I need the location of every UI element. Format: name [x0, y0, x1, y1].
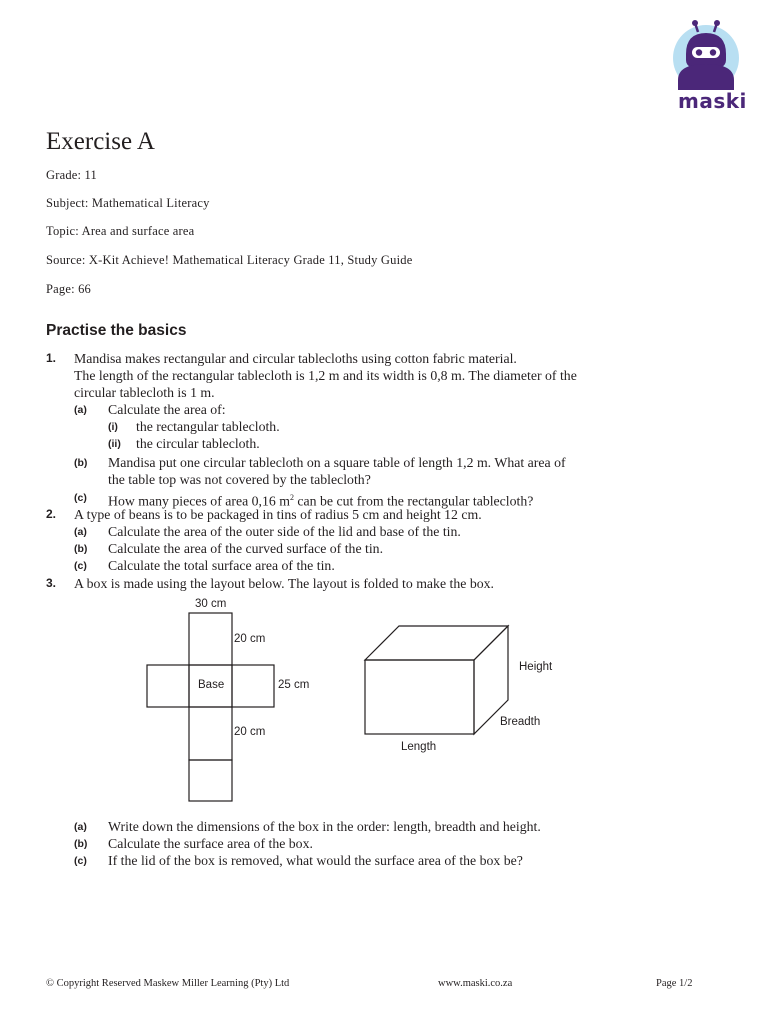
net-label-upper: 20 cm: [234, 633, 266, 645]
q1c-text: How many pieces of area 0,16 $m^2$ can be cut from the rectangular tablecloth?: [108, 493, 534, 509]
net-label-lower: 20 cm: [234, 726, 266, 738]
net-left-face: [147, 665, 189, 707]
q1b-label: (b): [74, 457, 88, 469]
q1-number: 1.: [46, 351, 57, 365]
q1b-line-1: Mandisa put one circular tablecloth on a square table of length 1,2 m. What area of: [108, 455, 566, 470]
q3b-label: (b): [74, 838, 88, 850]
q3a-label: (a): [74, 821, 87, 833]
q3b-text: Calculate the surface area of the box.: [108, 836, 313, 851]
net-bottom-face: [189, 760, 232, 801]
q1aii-label: (ii): [108, 438, 121, 450]
q1a-text: Calculate the area of:: [108, 402, 226, 417]
q3-line-1: A box is made using the layout below. The layout is folded to make the box.: [74, 576, 494, 591]
net-top-face: [189, 613, 232, 665]
q1c-label: (c): [74, 492, 87, 504]
box-label-length: Length: [401, 741, 437, 753]
q2c-label: (c): [74, 560, 87, 572]
box-label-height: Height: [519, 661, 553, 673]
q3c-label: (c): [74, 855, 87, 867]
page-title: Exercise A: [46, 128, 155, 155]
q1aii-text: the circular tablecloth.: [136, 436, 260, 451]
box-front-face: [365, 660, 474, 734]
net-label-side: 25 cm: [278, 679, 310, 691]
subject-text: Subject: Mathematical Literacy: [46, 196, 210, 210]
grade-text: Grade: 11: [46, 168, 97, 182]
net-lower-face: [189, 707, 232, 760]
q1-line-1: Mandisa makes rectangular and circular tablecloths using cotton fabric material.: [74, 351, 517, 366]
footer-page-number: Page 1/2: [656, 978, 693, 989]
q2c-text: Calculate the total surface area of the tin.: [108, 558, 335, 573]
superscript-two: 2: [289, 493, 294, 502]
footer-copyright: © Copyright Reserved Maskew Miller Learning (Pty) Ltd: [46, 978, 290, 989]
box-top-face: [365, 626, 508, 660]
topic-text: Topic: Area and surface area: [46, 224, 195, 238]
net-label-top: 30 cm: [195, 598, 227, 610]
brand-name: maski: [678, 89, 747, 113]
source-text: Source: X-Kit Achieve! Mathematical Literacy Grade 11, Study Guide: [46, 253, 413, 267]
q1a-label: (a): [74, 404, 87, 416]
q2-line-1: A type of beans is to be packaged in tins of radius 5 cm and height 12 cm.: [74, 507, 482, 522]
footer-website[interactable]: www.maski.co.za: [438, 978, 513, 989]
q1-line-2: The length of the rectangular tablecloth is 1,2 m and its width is 0,8 m. The diameter of the: [74, 368, 577, 383]
q2-number: 2.: [46, 507, 57, 521]
box-3d-diagram: [365, 626, 508, 734]
q1b-line-2: the table top was not covered by the tablecloth?: [108, 472, 371, 487]
q1ai-text: the rectangular tablecloth.: [136, 419, 280, 434]
q3-number: 3.: [46, 576, 57, 590]
maski-logo: [668, 20, 748, 115]
q3a-text: Write down the dimensions of the box in the order: length, breadth and height.: [108, 819, 541, 834]
page-ref-text: Page: 66: [46, 282, 91, 296]
box-label-breadth: Breadth: [500, 716, 541, 728]
q1ai-label: (i): [108, 421, 118, 433]
q3c-text: If the lid of the box is removed, what would the surface area of the box be?: [108, 853, 523, 868]
box-diagrams: [0, 590, 768, 810]
net-label-base: Base: [198, 679, 225, 691]
q1-line-3: circular tablecloth is 1 m.: [74, 385, 215, 400]
q2a-label: (a): [74, 526, 87, 538]
q2a-text: Calculate the area of the outer side of the lid and base of the tin.: [108, 524, 461, 539]
q2b-text: Calculate the area of the curved surface of the tin.: [108, 541, 384, 556]
net-right-face: [232, 665, 274, 707]
maski-mascot-icon: [668, 20, 748, 90]
section-title: Practise the basics: [46, 322, 187, 339]
q2b-label: (b): [74, 543, 88, 555]
